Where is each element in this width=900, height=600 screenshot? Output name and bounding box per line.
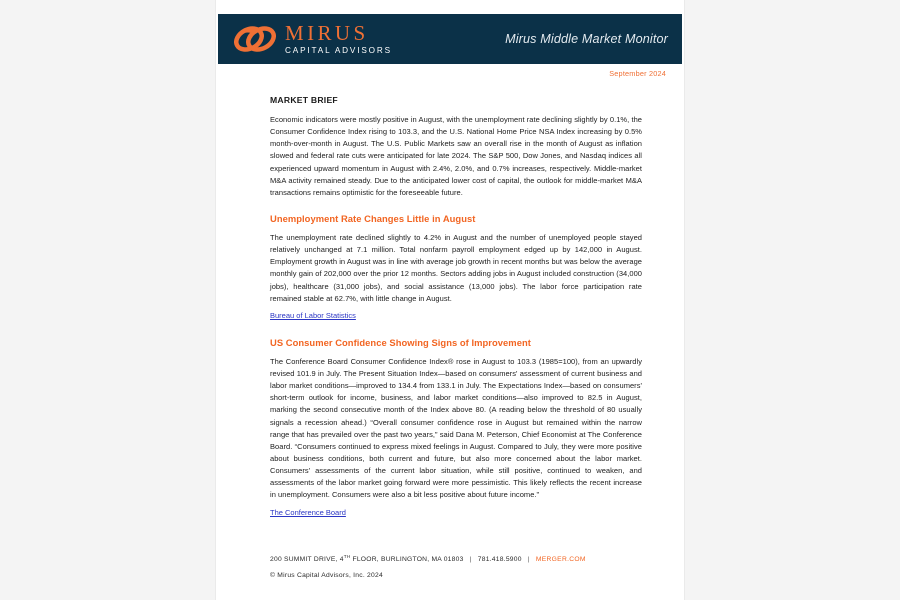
section-unemployment: [270, 213, 642, 323]
footer-contact-line: [270, 554, 650, 563]
footer-separator: |: [527, 556, 530, 563]
page-footer: [270, 554, 650, 579]
footer-copyright: © Mirus Capital Advisors, Inc. 2024: [270, 572, 383, 579]
brand-wordmark: [285, 20, 392, 55]
footer-separator: |: [469, 556, 472, 563]
issue-date: September 2024: [609, 69, 666, 78]
footer-address-post: FLOOR, BURLINGTON, MA 01803: [350, 556, 464, 563]
article-body: [270, 95, 642, 520]
market-brief-paragraph: Economic indicators were mostly positive in August, with the unemployment rate declining slightly by 0.1%, the Consumer Confidence Index rising to 103.3, and the U.S. National Home Price NSA Index increasing by 0.5% month-over-month in August. The U.S. Public Markets saw an overall rise in the month of August as inflation slowed and federal rate cuts were anticipated for late 2024. The S&P 500, Dow Jones, and Nasdaq indices all experienced upward momentum in August with 2.4%, 2.0%, and 0.7% increases, respectively. Middle-market M&A activity remained steady. Due to the anticipated lower cost of capital, the outlook for middle-market M&A transactions remains optimistic for the foreseeable future.: [270, 115, 642, 197]
brand-lockup[interactable]: [234, 20, 392, 55]
section-heading: Unemployment Rate Changes Little in August: [270, 212, 476, 224]
section-paragraph: The unemployment rate declined slightly to 4.2% in August and the number of unemployed people stayed relatively unchanged at 7.1 million. Total nonfarm payroll employment edged up by 142,000 in August. Employment growth in August was in line with average job growth in recent months but was below the average monthly gain of 202,000 over the prior 12 months. Sectors adding jobs in August included construction (34,000 jobs), healthcare (31,000 jobs), and social assistance (13,000 jobs). The labor force participation rate remained stable at 62.7%, with little change in August.: [270, 232, 642, 303]
publication-title: Mirus Middle Market Monitor: [505, 32, 668, 46]
masthead-banner: [218, 14, 682, 64]
footer-website-link[interactable]: MERGER.COM: [535, 556, 586, 563]
section-paragraph: The Conference Board Consumer Confidence Index® rose in August to 103.3 (1985=100), from an upwardly revised 101.9 in July. The Present Situation Index—based on consumers' assessment of current business and labor market conditions—improved to 134.4 from 133.1 in July. The Expectations Index—based on consumers' short-term outlook for income, business, and labor market conditions—also improved to 82.5 in August, marking the second consecutive month of the Index above 80. (A reading below the threshold of 80 usually signals a recession ahead.) “Overall consumer confidence rose in August but remained within the narrow range that has prevailed over the past two years,” said Dana M. Peterson, Chief Economist at The Conference Board. “Consumers continued to express mixed feelings in August. Compared to July, they were more positive about business conditions, both current and future, but also more concerned about the labor market. Consumers' assessments of the current labor situation, while still positive, continued to weaken, and assessments of the labor market going forward were more pessimistic. This likely reflects the recent increase in unemployment. Consumers were also a bit less positive about future income.”: [270, 356, 642, 500]
source-link-conference-board[interactable]: The Conference Board: [270, 507, 346, 517]
section-heading: US Consumer Confidence Showing Signs of Improvement: [270, 336, 531, 348]
footer-address-ordinal: TH: [343, 553, 351, 559]
source-link-bls[interactable]: Bureau of Labor Statistics: [270, 310, 356, 320]
mirus-interlocking-rings-logo: [234, 24, 276, 54]
brand-name: MIRUS: [285, 20, 369, 45]
footer-address-pre: 200 SUMMIT DRIVE, 4: [270, 556, 344, 563]
document-page: [216, 0, 684, 600]
section-consumer-confidence: [270, 337, 642, 520]
footer-phone: 781.418.5900: [477, 556, 522, 563]
brand-tagline: CAPITAL ADVISORS: [285, 45, 392, 55]
market-brief-heading: MARKET BRIEF: [270, 95, 338, 105]
